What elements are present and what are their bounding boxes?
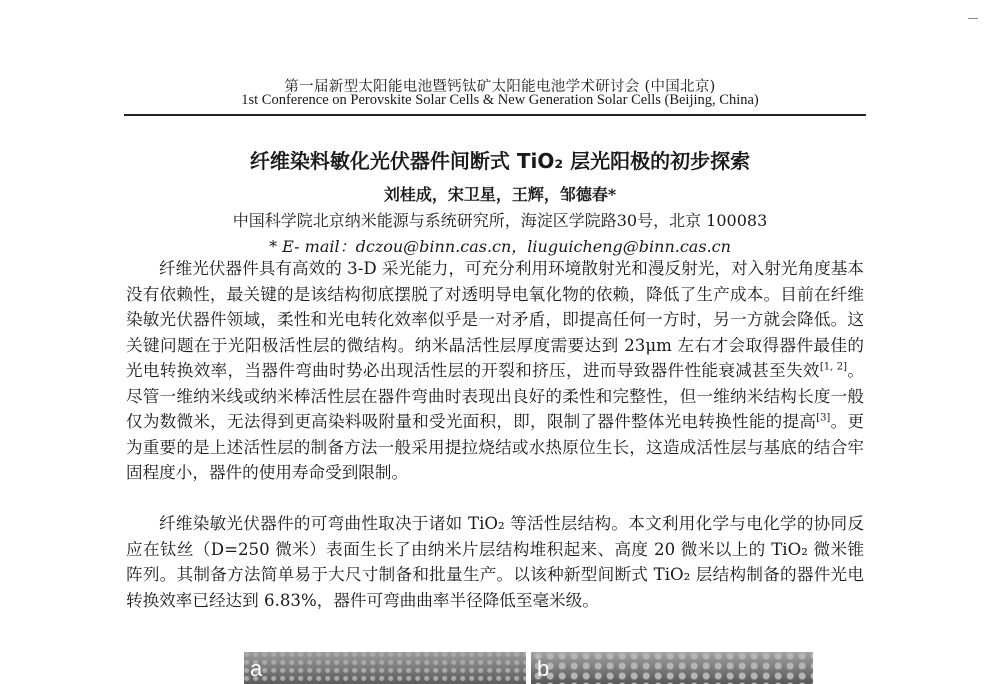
conference-title-en: 1st Conference on Perovskite Solar Cells & New Generation Solar Cells (Beijing, China) [241,92,759,108]
body-paragraph-1 [126,256,864,486]
email-prefix: * E- mail： [269,237,356,256]
body-paragraph-2: 纤维染敏光伏器件的可弯曲性取决于诸如 TiO₂ 等活性层结构。本文利用化学与电化学的协同反应在钛丝（D=250 微米）表面生长了由纳米片层结构堆积起来、高度 20 微米以上的 TiO₂ 微米锥阵列。其制备方法简单易于大尺寸制备和批量生产。以该种新型间断式 TiO₂ 层结构制备的器件光电转换效率已经达到 6.83%，器件可弯曲曲率半径降低至毫米级。 [126,514,864,610]
scan-mark [968,18,978,19]
paper-title: 纤维染料敏化光伏器件间断式 TiO₂ 层光阳极的初步探索 [249,149,751,173]
figure-label-b: b [537,656,550,681]
p1-text-a: 纤维光伏器件具有高效的 3-D 采光能力，可充分利用环境散射光和漫反射光，对入射光角度基本没有依赖性，最关键的是该结构彻底摆脱了对透明导电氧化物的依赖，降低了生产成本。目前在纤维染敏光伏器件领域，柔性和光电转化效率似乎是一对矛盾，即提高任何一方时，另一方就会降低。这关键问题在于光阳极活性层的微结构。纳米晶活性层厚度需要达到 23μm 左右才会取得器件最佳的光电转换效率，当器件弯曲时势必出现活性层的开裂和挤压，进而导致器件性能衰减甚至失效 [126,259,864,380]
figure-panel-b [531,652,813,684]
conference-title-cn: 第一届新型太阳能电池暨钙钛矿太阳能电池学术研讨会 (中国北京) [284,79,716,95]
header-rule [124,114,866,116]
citation-3: [3] [816,412,831,424]
citation-1-2: [1, 2] [819,361,848,373]
email-addresses: dczou@binn.cas.cn，liuguicheng@binn.cas.cn [355,237,731,256]
figure-label-a: a [250,656,263,681]
figure-panel-a [244,652,526,684]
paper-email [120,234,880,257]
p1-text-c: 。更为重要的是上述活性层的制备方法一般采用提拉烧结或水热原位生长，这造成活性层与基底的结合牢固程度小，器件的使用寿命受到限制。 [126,412,865,482]
p1-text-b: 。尽管一维纳米线或纳米棒活性层在器件弯曲时表现出良好的柔性和完整性，但一维纳米结构长度一般仅为数微米，无法得到更高染料吸附量和受光面积，即，限制了器件整体光电转换性能的提高 [126,361,865,431]
paper-authors: 刘桂成，宋卫星，王辉，邹德春* [383,185,617,204]
paper-affiliation: 中国科学院北京纳米能源与系统研究所，海淀区学院路30号，北京 100083 [232,211,768,230]
